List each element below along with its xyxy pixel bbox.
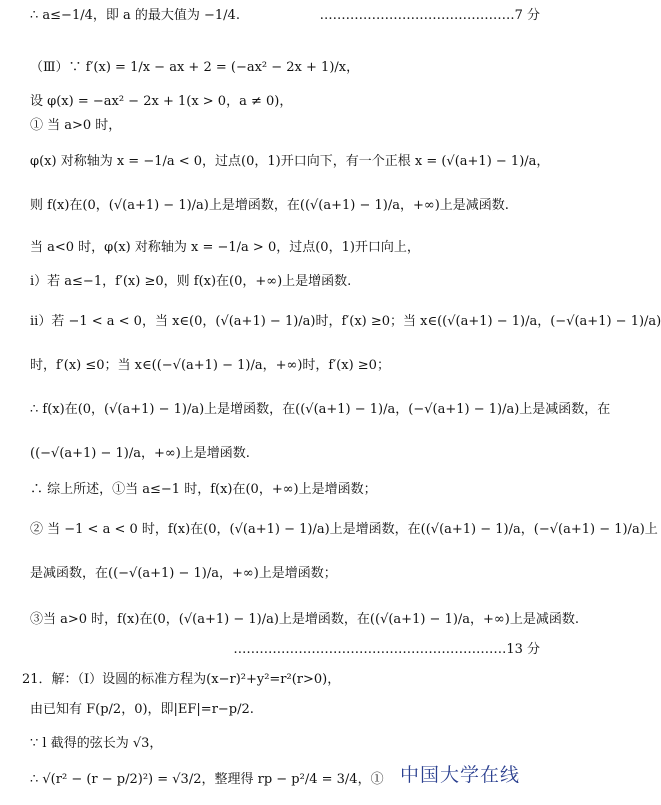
line-2: 设 φ(x) = −ax² − 2x + 1(x > 0，a ≠ 0)， — [30, 94, 293, 109]
line-19: ∴ √(r² − (r − p/2)²) = √3/2，整理得 rp − p²/4 = 3/4，① — [30, 772, 384, 787]
line-18: ∵ l 截得的弦长为 √3， — [30, 736, 163, 751]
line-6: 当 a<0 时，φ(x) 对称轴为 x = −1/a > 0，过点(0，1)开口向上， — [30, 240, 420, 255]
line-5: 则 f(x)在(0，(√(a+1) − 1)/a)上是增函数，在((√(a+1) − 1)/a，+∞)上是减函数. — [30, 198, 509, 213]
line-1: （Ⅲ）∵ f′(x) = 1/x − ax + 2 = (−ax² − 2x + 1)/x， — [30, 60, 360, 75]
line-17: 由已知有 F(p/2，0)，即|EF|=r−p/2. — [30, 702, 254, 717]
line-14: 是减函数，在((−√(a+1) − 1)/a，+∞)上是增函数； — [30, 566, 337, 581]
line-0: ∴ a≤−1/4，即 a 的最大值为 −1/4. — [30, 8, 240, 23]
line-11: ((−√(a+1) − 1)/a，+∞)上是增函数. — [30, 446, 250, 461]
score-marker-7: ………………………………………7 分 — [319, 8, 540, 23]
watermark-logo: 中国大学在线 — [400, 764, 521, 786]
score-marker-13: ………………………………………………………13 分 — [233, 642, 540, 657]
line-15: ③当 a>0 时，f(x)在(0，(√(a+1) − 1)/a)上是增函数，在((√(a+1) − 1)/a，+∞)上是减函数. — [30, 612, 579, 627]
line-16: 21．解：（Ⅰ）设圆的标准方程为(x−r)²+y²=r²(r>0)， — [22, 672, 341, 687]
line-9: 时，f′(x) ≤0；当 x∈((−√(a+1) − 1)/a，+∞)时，f′(x) ≥0； — [30, 358, 390, 373]
line-12: ∴ 综上所述，①当 a≤−1 时，f(x)在(0，+∞)上是增函数； — [30, 482, 377, 497]
line-13: ② 当 −1 < a < 0 时，f(x)在(0，(√(a+1) − 1)/a)上是增函数，在((√(a+1) − 1)/a，(−√(a+1) − 1)/a)上 — [30, 522, 658, 537]
line-8: ii）若 −1 < a < 0，当 x∈(0，(√(a+1) − 1)/a)时，f′(x) ≥0；当 x∈((√(a+1) − 1)/a，(−√(a+1) − 1)/a) — [30, 314, 661, 329]
line-3: ① 当 a>0 时， — [30, 118, 122, 133]
line-4: φ(x) 对称轴为 x = −1/a < 0，过点(0，1)开口向下，有一个正根 x = (√(a+1) − 1)/a， — [30, 154, 550, 169]
line-7: i）若 a≤−1，f′(x) ≥0，则 f(x)在(0，+∞)上是增函数. — [30, 274, 352, 289]
line-10: ∴ f(x)在(0，(√(a+1) − 1)/a)上是增函数，在((√(a+1) − 1)/a，(−√(a+1) − 1)/a)上是减函数，在 — [30, 402, 611, 417]
